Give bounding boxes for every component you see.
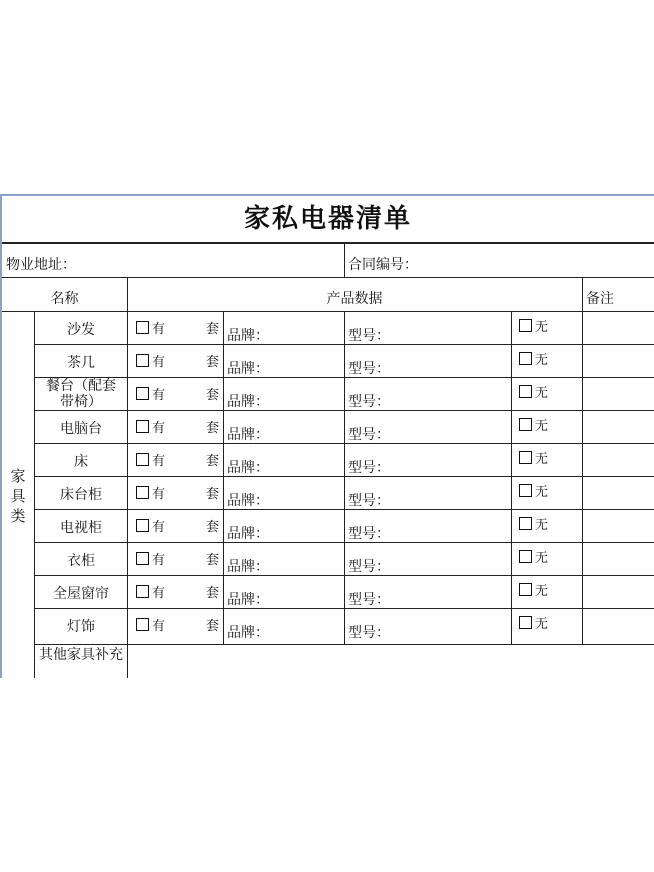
none-label: 无 [535,419,549,434]
contract-number-label: 合同编号： [348,257,418,273]
document-title: 家私电器清单 [243,204,412,234]
set-unit: 套 [206,619,220,634]
brand-label: 品牌： [227,328,269,344]
checkbox-icon [519,451,532,464]
none-checkbox[interactable] [519,613,548,632]
have-label: 有 [152,322,166,337]
grid-line [34,644,654,645]
have-checkbox[interactable] [136,318,165,337]
have-checkbox[interactable] [136,516,165,535]
model-label: 型号： [348,625,390,641]
item-name: 电脑台 [60,421,102,437]
none-checkbox[interactable] [519,316,548,335]
set-unit: 套 [206,487,220,502]
none-label: 无 [535,518,549,533]
grid-line [34,575,654,576]
have-checkbox[interactable] [136,417,165,436]
none-label: 无 [535,386,549,401]
model-label: 型号： [348,361,390,377]
grid-line [34,344,654,345]
checkbox-icon [136,354,149,367]
checkbox-icon [136,453,149,466]
set-unit: 套 [206,520,220,535]
set-unit: 套 [206,586,220,601]
grid-line [34,476,654,477]
model-label: 型号： [348,559,390,575]
grid-line [223,311,224,644]
checkbox-icon [136,420,149,433]
brand-label: 品牌： [227,592,269,608]
product-data-header: 产品数据 [326,291,383,307]
checkbox-icon [519,352,532,365]
model-label: 型号： [348,427,390,443]
none-checkbox[interactable] [519,514,548,533]
set-unit: 套 [206,388,220,403]
set-unit: 套 [206,421,220,436]
set-unit: 套 [206,355,220,370]
none-checkbox[interactable] [519,547,548,566]
none-checkbox[interactable] [519,580,548,599]
checkbox-icon [519,616,532,629]
have-label: 有 [152,421,166,436]
grid-line [34,410,654,411]
have-label: 有 [152,355,166,370]
checkbox-icon [136,486,149,499]
checkbox-icon [519,517,532,530]
checkbox-icon [519,385,532,398]
brand-label: 品牌： [227,493,269,509]
checkbox-icon [136,552,149,565]
have-checkbox[interactable] [136,384,165,403]
model-label: 型号： [348,460,390,476]
brand-label: 品牌： [227,559,269,575]
none-label: 无 [535,584,549,599]
checkbox-icon [136,321,149,334]
checkbox-icon [136,387,149,400]
checkbox-icon [136,519,149,532]
checkbox-icon [136,618,149,631]
brand-label: 品牌： [227,526,269,542]
brand-label: 品牌： [227,625,269,641]
have-label: 有 [152,454,166,469]
grid-line [34,443,654,444]
grid-line [344,242,345,277]
have-checkbox[interactable] [136,351,165,370]
grid-line [2,311,654,312]
model-label: 型号： [348,328,390,344]
item-name: 全屋窗帘 [53,586,109,602]
checkbox-icon [519,418,532,431]
have-checkbox[interactable] [136,615,165,634]
none-checkbox[interactable] [519,448,548,467]
grid-line [34,377,654,378]
model-label: 型号： [348,493,390,509]
none-checkbox[interactable] [519,481,548,500]
none-label: 无 [535,353,549,368]
item-name: 餐台（配套带椅） [46,378,116,410]
brand-label: 品牌： [227,460,269,476]
model-label: 型号： [348,394,390,410]
checkbox-icon [136,585,149,598]
grid-line [582,277,583,644]
set-unit: 套 [206,553,220,568]
model-label: 型号： [348,526,390,542]
have-checkbox[interactable] [136,582,165,601]
item-name: 床 [74,454,88,470]
brand-label: 品牌： [227,361,269,377]
have-label: 有 [152,586,166,601]
checkbox-icon [519,319,532,332]
checkbox-icon [519,484,532,497]
remark-header: 备注 [586,291,614,307]
none-label: 无 [535,452,549,467]
grid-line [127,277,128,678]
name-header: 名称 [50,291,79,307]
grid-line [344,311,345,644]
item-name: 电视柜 [60,520,102,536]
none-checkbox[interactable] [519,382,548,401]
have-checkbox[interactable] [136,450,165,469]
item-name: 衣柜 [67,553,95,569]
grid-line [34,509,654,510]
model-label: 型号： [348,592,390,608]
checkbox-icon [519,583,532,596]
have-label: 有 [152,553,166,568]
brand-label: 品牌： [227,427,269,443]
other-furniture-label: 其他家具补充 [39,647,123,663]
category-label: 家 具 类 [10,467,26,525]
item-name: 沙发 [67,322,95,338]
set-unit: 套 [206,454,220,469]
grid-line [34,608,654,609]
none-label: 无 [535,551,549,566]
brand-label: 品牌： [227,394,269,410]
have-label: 有 [152,487,166,502]
grid-line [511,311,512,644]
item-name: 灯饰 [67,619,95,635]
have-checkbox[interactable] [136,549,165,568]
grid-line [2,242,654,244]
have-label: 有 [152,520,166,535]
have-label: 有 [152,619,166,634]
have-label: 有 [152,388,166,403]
have-checkbox[interactable] [136,483,165,502]
address-label: 物业地址： [6,257,76,273]
none-label: 无 [535,617,549,632]
none-checkbox[interactable] [519,349,548,368]
none-label: 无 [535,485,549,500]
item-name: 床台柜 [60,487,102,503]
item-name: 茶几 [67,355,95,371]
none-checkbox[interactable] [519,415,548,434]
grid-line [34,542,654,543]
set-unit: 套 [206,322,220,337]
grid-line [2,277,654,278]
inventory-sheet [0,194,654,678]
checkbox-icon [519,550,532,563]
none-label: 无 [535,320,549,335]
